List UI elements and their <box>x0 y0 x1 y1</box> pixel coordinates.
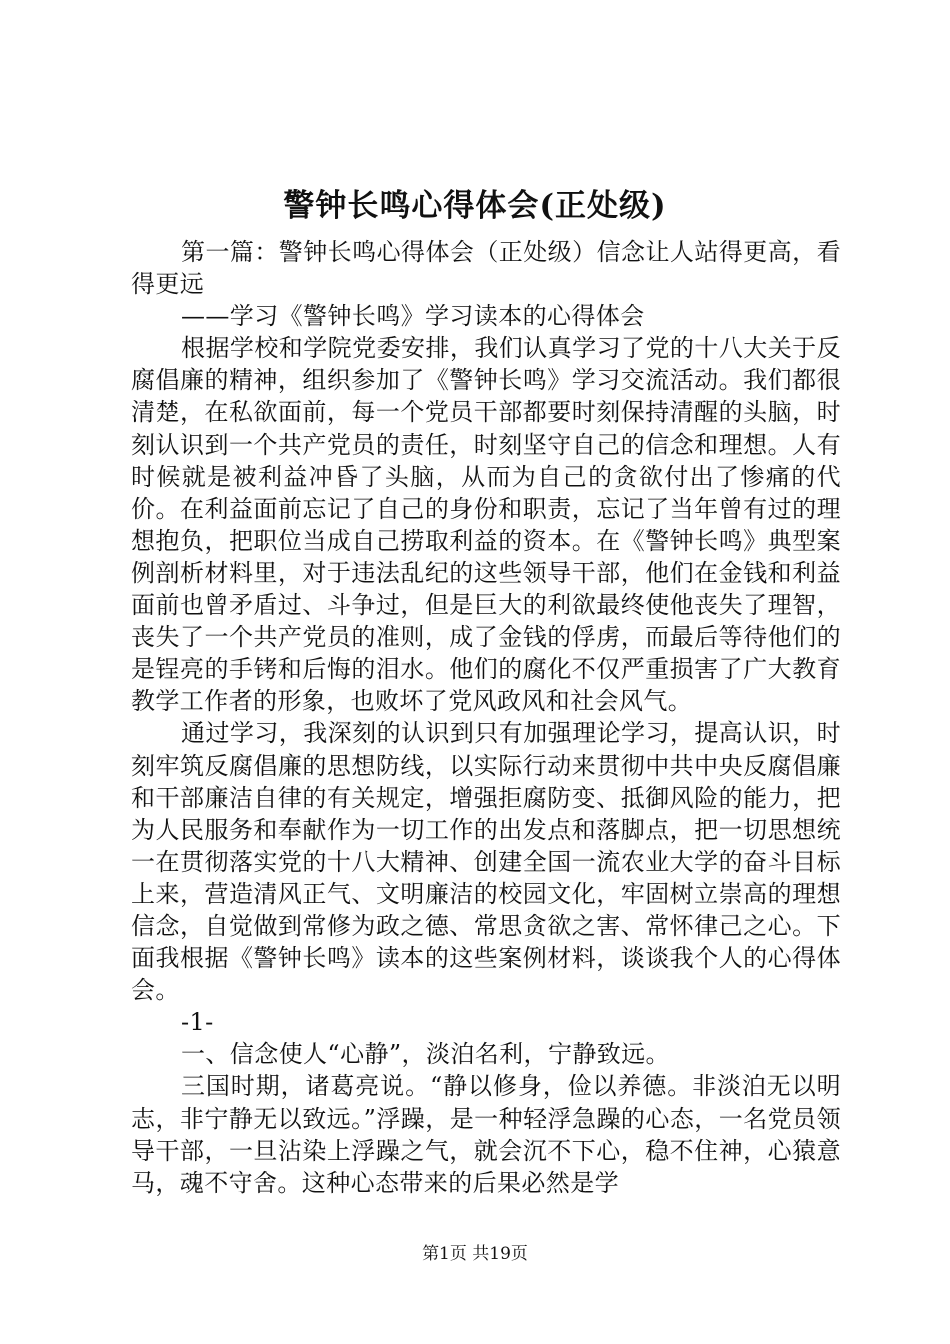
document-title: 警钟长鸣心得体会(正处级) <box>283 188 667 224</box>
paragraph-subtitle: ——学习《警钟长鸣》学习读本的心得体会 <box>181 302 645 331</box>
page-footer: 第1页 共19页 <box>422 1244 528 1264</box>
section-heading: 一、信念使人“心静”，淡泊名利，宁静致远。 <box>181 1040 670 1069</box>
document-body <box>131 236 841 1199</box>
paragraph-intro: 根据学校和学院党委安排，我们认真学习了党的十八大关于反腐倡廉的精神，组织参加了《警钟长鸣》学习交流活动。我们都很清楚，在私欲面前，每一个党员干部都要时刻保持清醒的头脑，时刻认识到一个共产党员的责任，时刻坚守自己的信念和理想。人有时候就是被利益冲昏了头脑，从而为自己的贪欲付出了惨痛的代价。在利益面前忘记了自己的身份和职责，忘记了当年曾有过的理想抱负，把职位当成自己捞取利益的资本。在《警钟长鸣》典型案例剖析材料里，对于违法乱纪的这些领导干部，他们在金钱和利益面前也曾矛盾过、斗争过，但是巨大的利欲最终使他丧失了理智，丧失了一个共产党员的准则，成了金钱的俘虏，而最后等待他们的是锃亮的手铐和后悔的泪水。他们的腐化不仅严重损害了广大教育教学工作者的形象，也败坏了党风政风和社会风气。 <box>131 334 841 716</box>
page-marker: -1- <box>181 1008 214 1037</box>
paragraph-learning: 通过学习，我深刻的认识到只有加强理论学习，提高认识，时刻牢筑反腐倡廉的思想防线，以实际行动来贯彻中共中央反腐倡廉和干部廉洁自律的有关规定，增强拒腐防变、抵御风险的能力，把为人民服务和奉献作为一切工作的出发点和落脚点，把一切思想统一在贯彻落实党的十八大精神、创建全国一流农业大学的奋斗目标上来，营造清风正气、文明廉洁的校园文化，牢固树立崇高的理想信念，自觉做到常修为政之德、常思贪欲之害、常怀律己之心。下面我根据《警钟长鸣》读本的这些案例材料，谈谈我个人的心得体会。 <box>131 719 841 1005</box>
paragraph-section-one: 三国时期，诸葛亮说。“静以修身，俭以养德。非淡泊无以明志，非宁静无以致远。”浮躁，是一种轻浮急躁的心态，一名党员领导干部，一旦沾染上浮躁之气，就会沉不下心，稳不住神，心猿意马，魂不守舍。这种心态带来的后果必然是学 <box>131 1072 841 1197</box>
paragraph-heading: 第一篇：警钟长鸣心得体会（正处级）信念让人站得更高，看得更远 <box>131 238 841 299</box>
